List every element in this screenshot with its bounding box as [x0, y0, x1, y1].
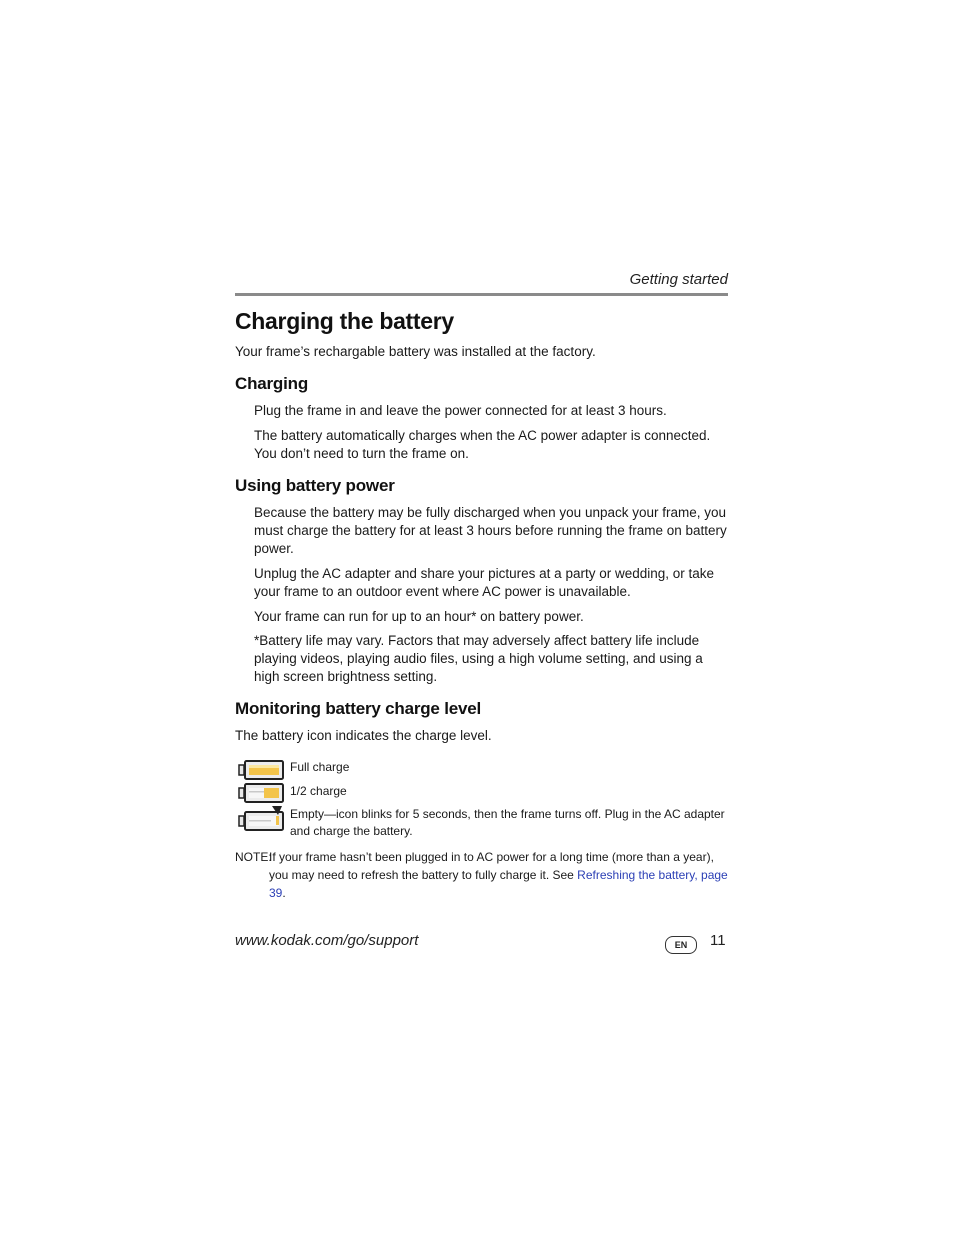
battery-full-icon	[238, 759, 284, 781]
running-head: Getting started	[629, 271, 728, 288]
note-body: If your frame hasn’t been plugged in to AC power for a long time (more than a year), you may need to refresh the battery to fully charge it. See	[269, 850, 714, 882]
language-badge: EN	[665, 936, 697, 954]
refreshing-battery-link[interactable]: Refreshing the battery, page 39	[269, 868, 728, 900]
battery-level-label: Empty—icon blinks for 5 seconds, then the frame turns off. Plug in the AC adapter and charge the battery.	[290, 807, 725, 838]
charging-paragraph-2: The battery automatically charges when the AC power adapter is connected. You don’t need to turn the frame on.	[254, 428, 711, 461]
page-title: Charging the battery	[235, 308, 454, 334]
battery-level-row	[238, 759, 728, 781]
battery-power-paragraph-3: Your frame can run for up to an hour* on battery power.	[254, 609, 584, 624]
charging-paragraph-1: Plug the frame in and leave the power connected for at least 3 hours.	[254, 403, 667, 418]
document-page	[235, 0, 728, 1235]
battery-power-paragraph-1: Because the battery may be fully discharged when you unpack your frame, you must charge the battery for at least 3 hours before running the frame on battery power.	[254, 505, 727, 556]
battery-level-label: Full charge	[290, 760, 350, 774]
battery-level-row	[238, 782, 728, 804]
battery-level-row	[238, 806, 728, 840]
battery-half-icon	[238, 782, 284, 804]
note-label: NOTE:	[235, 850, 272, 864]
battery-level-label: 1/2 charge	[290, 784, 347, 798]
battery-empty-icon	[238, 806, 284, 832]
note-block	[235, 848, 728, 902]
page-number: 11	[710, 932, 726, 949]
battery-life-footnote: *Battery life may vary. Factors that may adversely affect battery life include playing videos, playing audio files, using a high volume setting, and using a high screen brightness setting.	[254, 633, 703, 684]
battery-power-paragraph-2: Unplug the AC adapter and share your pictures at a party or wedding, or take your frame to an outdoor event where AC power is unavailable.	[254, 566, 715, 599]
section-heading-monitoring: Monitoring battery charge level	[235, 699, 482, 718]
intro-text: Your frame’s rechargable battery was installed at the factory.	[235, 344, 596, 359]
section-heading-charging: Charging	[235, 374, 309, 393]
section-heading-using-battery-power: Using battery power	[235, 476, 395, 495]
monitoring-paragraph: The battery icon indicates the charge level.	[235, 728, 492, 743]
note-end: .	[282, 886, 286, 900]
header-rule	[235, 293, 728, 296]
footer-url: www.kodak.com/go/support	[235, 932, 419, 949]
note-text	[269, 848, 728, 902]
